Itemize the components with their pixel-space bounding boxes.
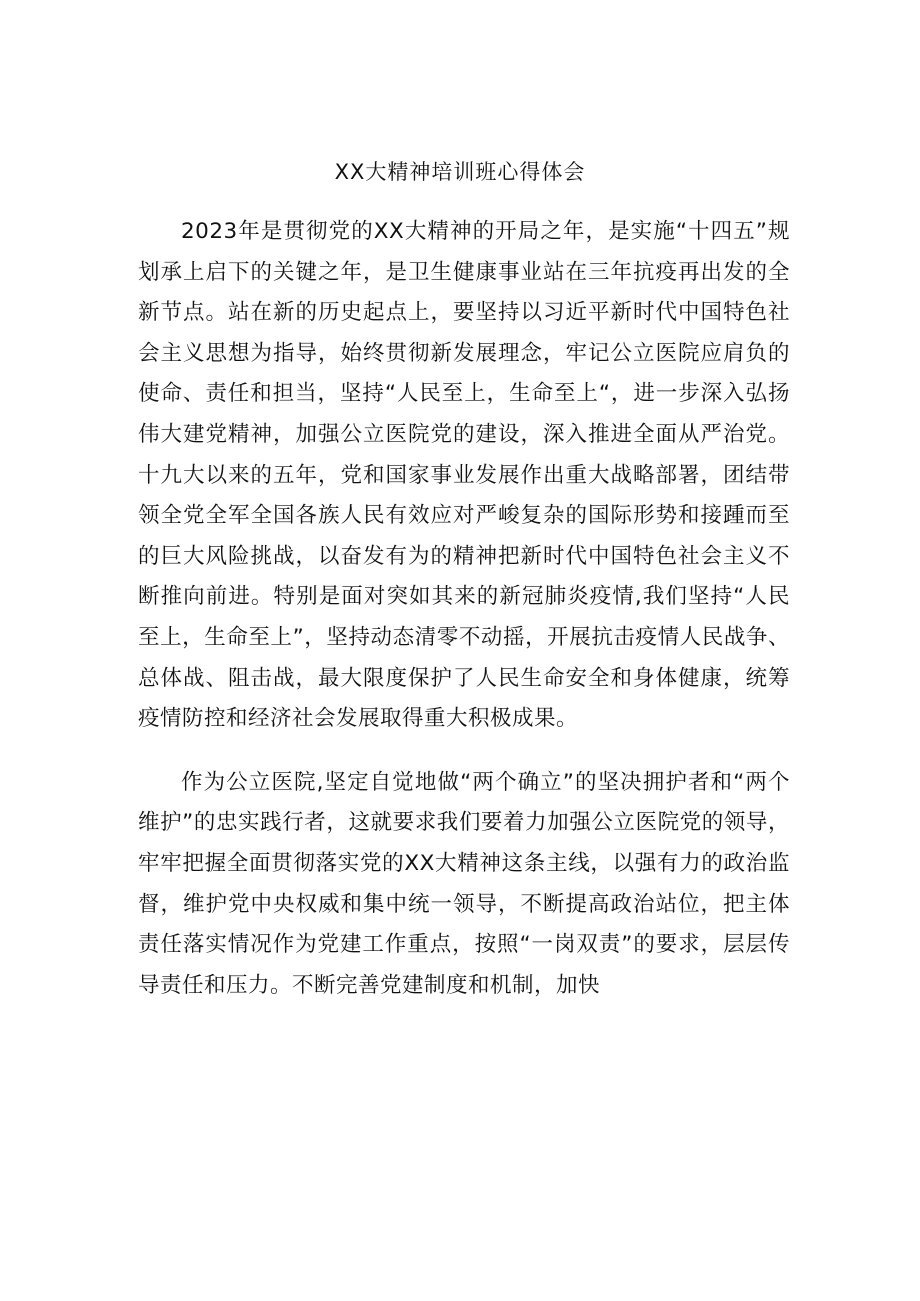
paragraph-1: 2023年是贯彻党的XX大精神的开局之年，是实施“十四五”规划承上启下的关键之年，是卫生健康事业站在三年抗疫再出发的全新节点。站在新的历史起点上，要坚持以习近平新时代中国特色社会主义思想为指导，始终贯彻新发展理念，牢记公立医院应肩负的使命、责任和担当，坚持“人民至上，生命至上“，进一步深入弘扬伟大建党精神，加强公立医院党的建设，深入推进全面从严治党。十九大以来的五年，党和国家事业发展作出重大战略部署，团结带领全党全军全国各族人民有效应对严峻复杂的国际形势和接踵而至的巨大风险挑战，以奋发有为的精神把新时代中国特色社会主义不断推向前进。特别是面对突如其来的新冠肺炎疫情,我们坚持“人民至上，生命至上”，坚持动态清零不动摇，开展抗击疫情人民战争、总体战、阻击战，最大限度保护了人民生命安全和身体健康，统筹疫情防控和经济社会发展取得重大积极成果。 [138, 219, 790, 732]
document-body [138, 212, 790, 1006]
document-title: XX大精神培训班心得体会 [334, 160, 586, 184]
paragraph-2: 作为公立医院,坚定自觉地做“两个确立”的坚决拥护者和“两个维护”的忠实践行者，这就要求我们要着力加强公立医院党的领导，牢牢把握全面贯彻落实党的XX大精神这条主线，以强有力的政治监督，维护党中央权威和集中统一领导，不断提高政治站位，把主体责任落实情况作为党建工作重点，按照“一岗双责”的要求，层层传导责任和压力。不断完善党建制度和机制，加快 [138, 769, 790, 998]
